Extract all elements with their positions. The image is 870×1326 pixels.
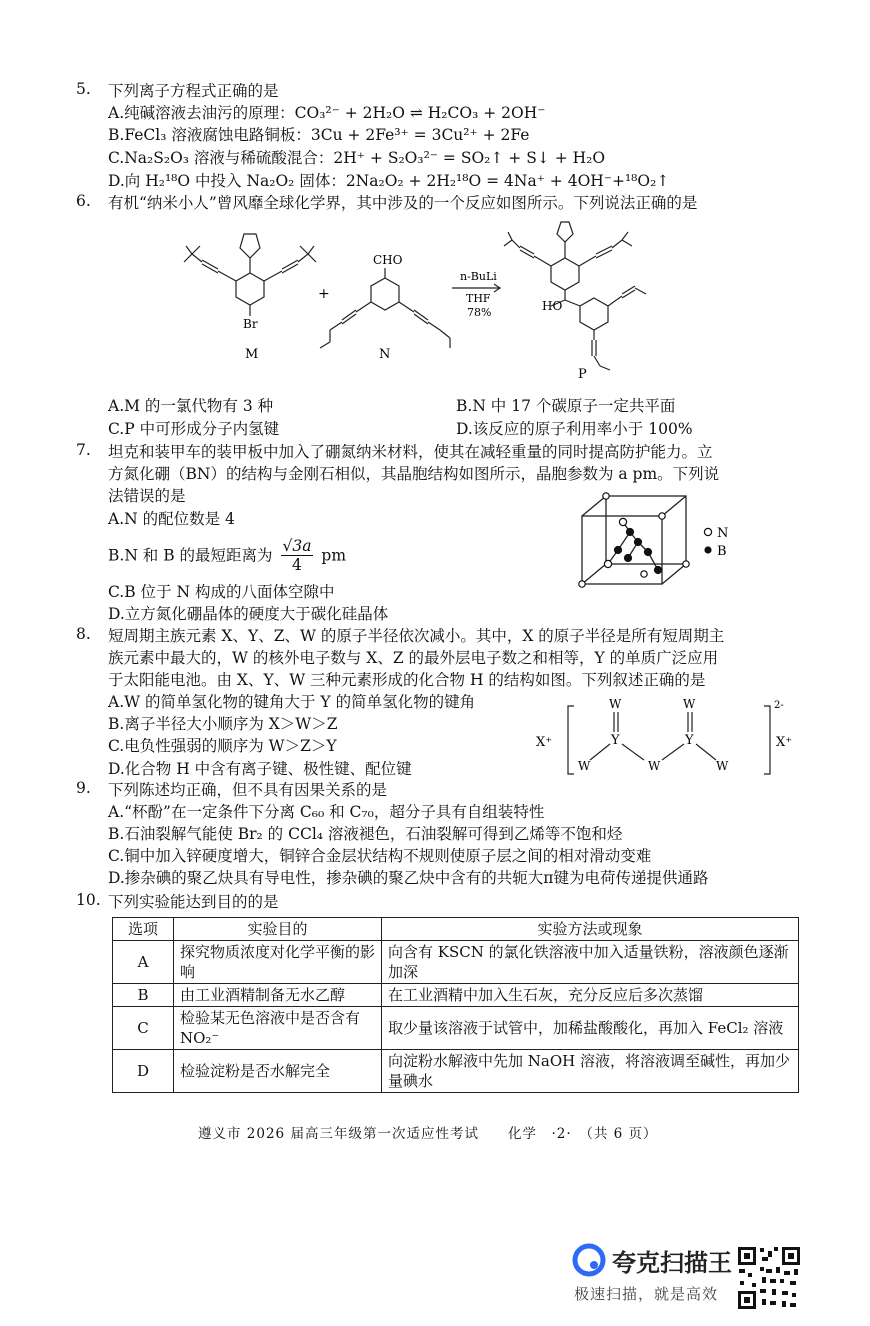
- table-row: [113, 941, 799, 984]
- question-stem-line-1: 短周期主族元素 X、Y、Z、W 的原子半径依次减小。其中，X 的原子半径是所有短周期主: [108, 627, 725, 645]
- option-c: C.铜中加入锌硬度增大，铜锌合金层状结构不规则使原子层之间的相对滑动变难: [108, 847, 652, 865]
- option-b-text: B.N 和 B 的最短距离为: [108, 546, 273, 565]
- row-method: 向含有 KSCN 的氯化铁溶液中加入适量铁粉，溶液颜色逐渐加深: [382, 941, 799, 984]
- table-row: [113, 984, 799, 1007]
- table-row: [113, 1007, 799, 1050]
- option-b: [108, 537, 346, 574]
- legend-n-label: N: [717, 526, 729, 541]
- legend-b-marker: [704, 546, 711, 553]
- atom-w-bottom-left: W: [578, 759, 591, 773]
- question-stem-line-1: 坦克和装甲车的装甲板中加入了硼氮纳米材料，使其在减轻重量的同时提高防护能力。立: [108, 443, 713, 461]
- row-goal: 检验淀粉是否水解完全: [174, 1050, 382, 1093]
- option-b: B.FeCl₃ 溶液腐蚀电路铜板：3Cu + 2Fe³⁺ = 3Cu²⁺ + 2Fe: [108, 126, 530, 144]
- bn-unit-cell-diagram: [578, 492, 738, 592]
- row-goal: 由工业酒精制备无水乙醇: [174, 984, 382, 1007]
- option-c: C.Na₂S₂O₃ 溶液与稀硫酸混合：2H⁺ + S₂O₃²⁻ = SO₂↑ + S↓ + H₂O: [108, 149, 606, 167]
- question-number: 5.: [76, 80, 91, 98]
- label-p: P: [578, 367, 587, 382]
- label-m: M: [245, 347, 259, 362]
- atom-w-bottom-right: W: [716, 759, 729, 773]
- question-stem-line-3: 法错误的是: [108, 487, 186, 505]
- question-stem-line-2: 族元素中最大的，W 的核外电子数与 X、Z 的最外层电子数之和相等，Y 的单质广泛应用: [108, 649, 719, 667]
- question-stem-line-3: 于太阳能电池。由 X、Y、W 三种元素形成的化合物 H 的结构如图。下列叙述正确的是: [108, 671, 706, 689]
- table-header-row: [113, 918, 799, 941]
- option-d: D.立方氮化硼晶体的硬度大于碳化硅晶体: [108, 605, 389, 623]
- atom-x-right: X⁺: [776, 735, 793, 750]
- question-number: 7.: [76, 441, 91, 459]
- solvent-label: THF: [466, 292, 491, 305]
- plus-sign: +: [318, 286, 330, 302]
- row-option: C: [113, 1007, 174, 1050]
- option-c: C.B 位于 N 构成的八面体空隙中: [108, 583, 335, 601]
- yield-label: 78%: [467, 306, 492, 319]
- row-goal: 探究物质浓度对化学平衡的影响: [174, 941, 382, 984]
- question-number: 8.: [76, 625, 91, 643]
- option-d: D.化合物 H 中含有离子键、极性键、配位键: [108, 760, 412, 778]
- row-method: 向淀粉水解液中先加 NaOH 溶液，将溶液调至碱性，再加少量碘水: [382, 1050, 799, 1093]
- legend-n-marker: [704, 528, 711, 535]
- molecule-m-structure: [184, 234, 316, 316]
- option-b: B.离子半径大小顺序为 X＞W＞Z: [108, 715, 338, 733]
- atom-w-bridge: W: [648, 759, 661, 773]
- row-method: 在工业酒精中加入生石灰，充分反应后多次蒸馏: [382, 984, 799, 1007]
- option-a: A.M 的一氯代物有 3 种: [108, 397, 274, 415]
- option-c: C.P 中可形成分子内氢键: [108, 420, 280, 438]
- aldehyde-label: CHO: [373, 253, 403, 267]
- distance-fraction: [281, 537, 314, 574]
- legend-b-label: B: [717, 544, 727, 559]
- label-n: N: [379, 347, 391, 362]
- option-b-unit: pm: [321, 546, 347, 565]
- anion-charge: 2-: [774, 700, 784, 711]
- header-method: 实验方法或现象: [382, 918, 799, 941]
- option-b: B.N 中 17 个碳原子一定共平面: [456, 397, 676, 415]
- atom-y-left: Y: [611, 733, 620, 748]
- row-option: A: [113, 941, 174, 984]
- option-d: D.掺杂碘的聚乙炔具有导电性，掺杂碘的聚乙炔中含有的共轭大π键为电荷传递提供通路: [108, 869, 709, 887]
- question-number: 9.: [76, 779, 91, 797]
- table-row: [113, 1050, 799, 1093]
- row-goal: 检验某无色溶液中是否含有 NO₂⁻: [174, 1007, 382, 1050]
- experiment-table: [112, 917, 799, 1093]
- option-a: A.“杯酚”在一定条件下分离 C₆₀ 和 C₇₀，超分子具有自组装特性: [108, 803, 545, 821]
- molecule-n-structure: [320, 268, 450, 348]
- row-option: B: [113, 984, 174, 1007]
- question-stem-line-2: 方氮化硼（BN）的结构与金刚石相似，其晶胞结构如图所示，晶胞参数为 a pm。下列说: [108, 465, 720, 483]
- atom-w-top-left: W: [609, 697, 622, 711]
- option-d: D.向 H₂¹⁸O 中投入 Na₂O₂ 固体：2Na₂O₂ + 2H₂¹⁸O = 4Na⁺ + 4OH⁻+¹⁸O₂↑: [108, 172, 670, 190]
- fraction-numerator: √3a: [282, 537, 312, 555]
- reagent-label: n-BuLi: [460, 270, 497, 283]
- fraction-denominator: 4: [292, 556, 302, 574]
- option-a: A.W 的简单氢化物的键角大于 Y 的简单氢化物的键角: [108, 693, 476, 711]
- option-a: A.纯碱溶液去油污的原理：CO₃²⁻ + 2H₂O ⇌ H₂CO₃ + 2OH⁻: [108, 104, 546, 122]
- molecule-p-structure: [504, 222, 646, 370]
- question-number: 10.: [76, 891, 101, 909]
- option-b: B.石油裂解气能使 Br₂ 的 CCl₄ 溶液褪色，石油裂解可得到乙烯等不饱和烃: [108, 825, 623, 843]
- bromine-label: Br: [243, 317, 258, 331]
- option-a: A.N 的配位数是 4: [108, 510, 235, 528]
- compound-h-structure: [534, 694, 804, 780]
- atom-w-top-right: W: [683, 697, 696, 711]
- question-stem: 下列陈述均正确，但不具有因果关系的是: [108, 781, 388, 799]
- scanner-brand-name: 夸克扫描王: [612, 1249, 732, 1277]
- qr-code-icon: [736, 1245, 802, 1311]
- question-stem: 下列离子方程式正确的是: [108, 82, 279, 100]
- header-goal: 实验目的: [174, 918, 382, 941]
- question-number: 6.: [76, 192, 91, 210]
- atom-y-right: Y: [685, 733, 694, 748]
- header-option: 选项: [113, 918, 174, 941]
- scanner-logo-icon: [572, 1243, 606, 1277]
- option-d: D.该反应的原子利用率小于 100%: [456, 420, 693, 438]
- question-stem: 下列实验能达到目的的是: [108, 893, 279, 911]
- question-stem: 有机“纳米小人”曾风靡全球化学界，其中涉及的一个反应如图所示。下列说法正确的是: [108, 194, 698, 212]
- hydroxyl-label: HO: [542, 299, 563, 313]
- atom-x-left: X⁺: [536, 735, 553, 750]
- page-footer: 遵义市 2026 届高三年级第一次适应性考试 化学 ·2· （共 6 页）: [198, 1126, 658, 1142]
- reaction-scheme: [180, 218, 650, 390]
- boron-atoms: [614, 528, 661, 573]
- row-option: D: [113, 1050, 174, 1093]
- option-c: C.电负性强弱的顺序为 W＞Z＞Y: [108, 737, 337, 755]
- scanner-slogan: 极速扫描，就是高效: [574, 1285, 719, 1303]
- row-method: 取少量该溶液于试管中，加稀盐酸酸化，再加入 FeCl₂ 溶液: [382, 1007, 799, 1050]
